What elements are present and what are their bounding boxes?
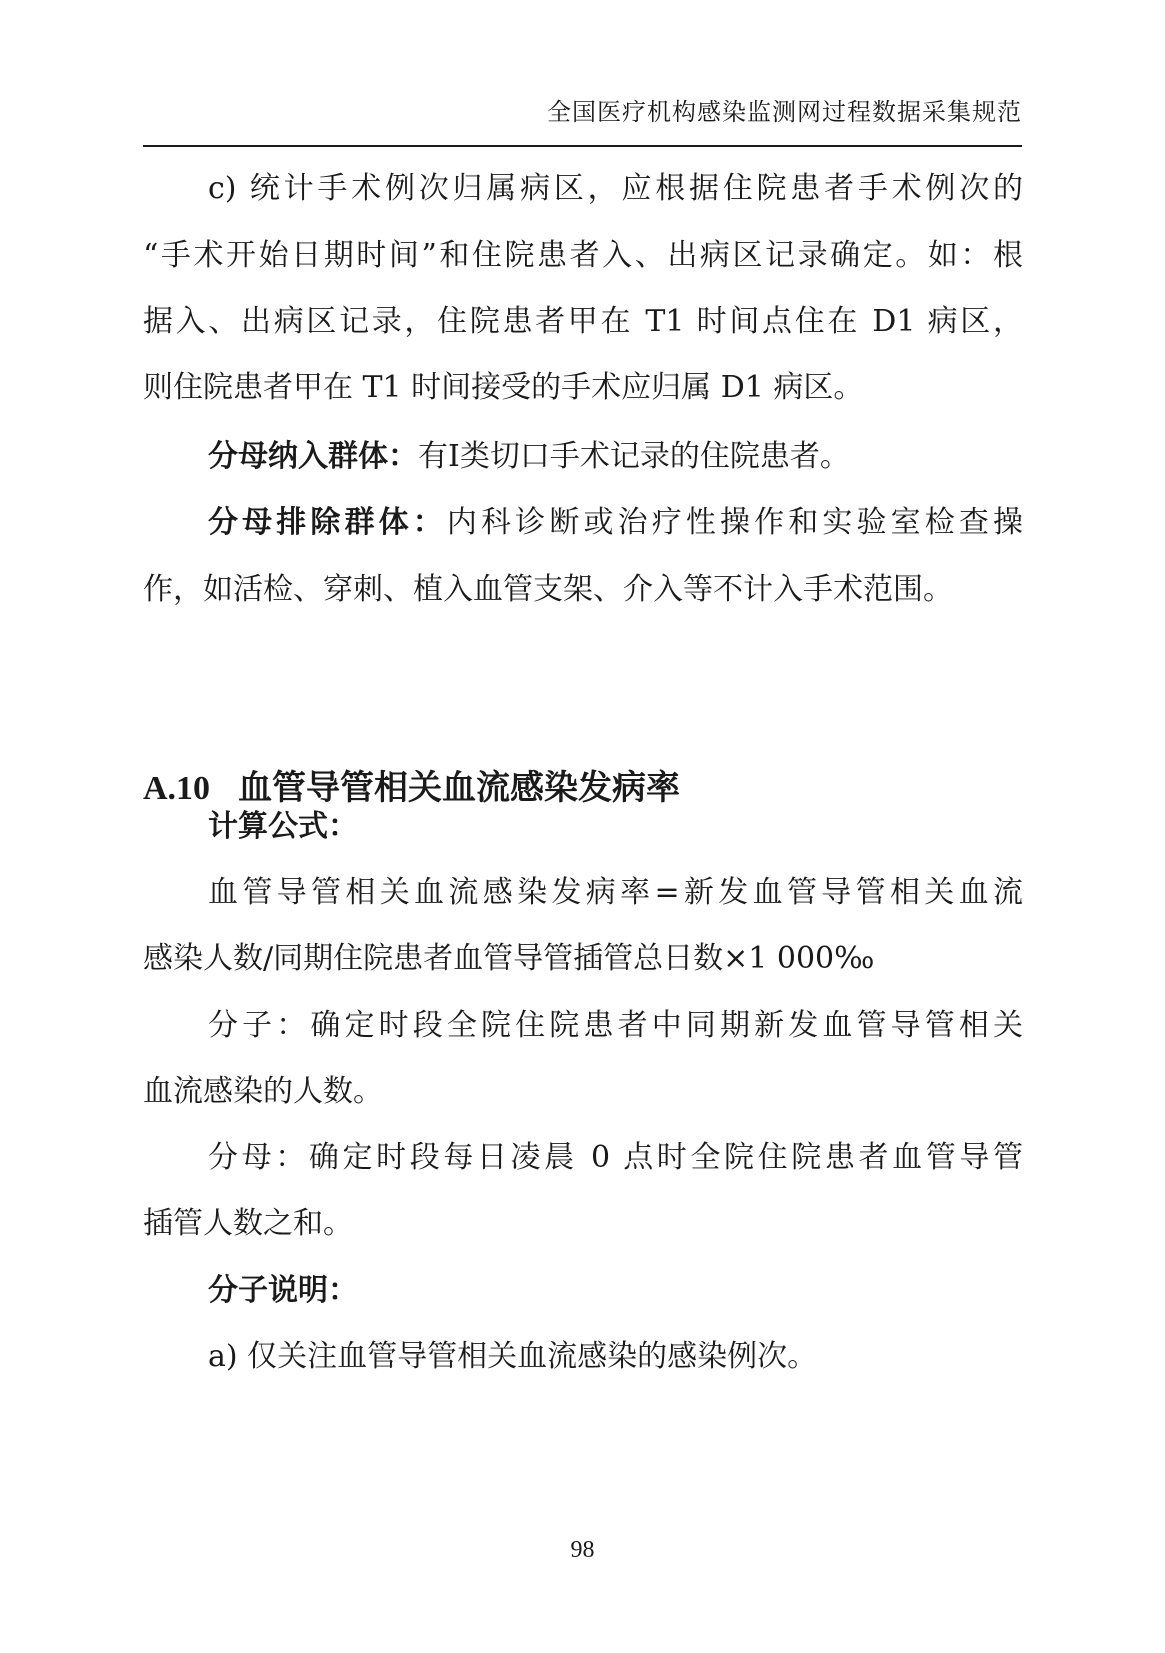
page-number: 98 xyxy=(570,1537,595,1563)
formula-label: 计算公式： xyxy=(208,809,358,844)
numerator-line-1: 分子：确定时段全院住院患者中同期新发血管导管相关 xyxy=(208,1008,1023,1043)
denominator-include xyxy=(208,437,1023,477)
section-heading xyxy=(143,766,680,811)
numerator-note-label: 分子说明： xyxy=(208,1273,358,1308)
denominator-exclude-text: 内科诊断或治疗性操作和实验室检查操 xyxy=(446,505,1024,540)
denominator-line-2: 插管人数之和。 xyxy=(143,1206,353,1241)
header-rule xyxy=(143,145,1022,147)
formula-line-1: 血管导管相关血流感染发病率=新发血管导管相关血流 xyxy=(208,875,1023,910)
numerator-line-2: 血流感染的人数。 xyxy=(143,1074,383,1109)
para-c-line-3: 据入、出病区记录，住院患者甲在 T1 时间点住在 D1 病区， xyxy=(143,304,1023,339)
denominator-line-1: 分母：确定时段每日凌晨 0 点时全院住院患者血管导管 xyxy=(208,1140,1023,1175)
denominator-include-text: 有I类切口手术记录的住院患者。 xyxy=(418,439,850,474)
denominator-exclude-line-2: 作，如活检、穿刺、植入血管支架、介入等不计入手术范围。 xyxy=(143,572,953,607)
numerator-note-item-a: a) 仅关注血管导管相关血流感染的感染例次。 xyxy=(208,1339,818,1374)
formula-line-2: 感染人数/同期住院患者血管导管插管总日数×1 000‰ xyxy=(143,941,875,976)
para-c-line-1: c) 统计手术例次归属病区，应根据住院患者手术例次的 xyxy=(208,171,1023,206)
running-header: 全国医疗机构感染监测网过程数据采集规范 xyxy=(547,98,1022,126)
denominator-exclude-line-1 xyxy=(208,503,1023,543)
para-c-line-2: “手术开始日期时间”和住院患者入、出病区记录确定。如：根 xyxy=(143,238,1023,273)
denominator-include-label: 分母纳入群体： xyxy=(208,439,418,474)
denominator-exclude-label: 分母排除群体： xyxy=(208,505,447,540)
section-number: A.10 xyxy=(143,770,211,807)
section-title: 血管导管相关血流感染发病率 xyxy=(238,768,681,808)
para-c-line-4: 则住院患者甲在 T1 时间接受的手术应归属 D1 病区。 xyxy=(143,370,864,405)
